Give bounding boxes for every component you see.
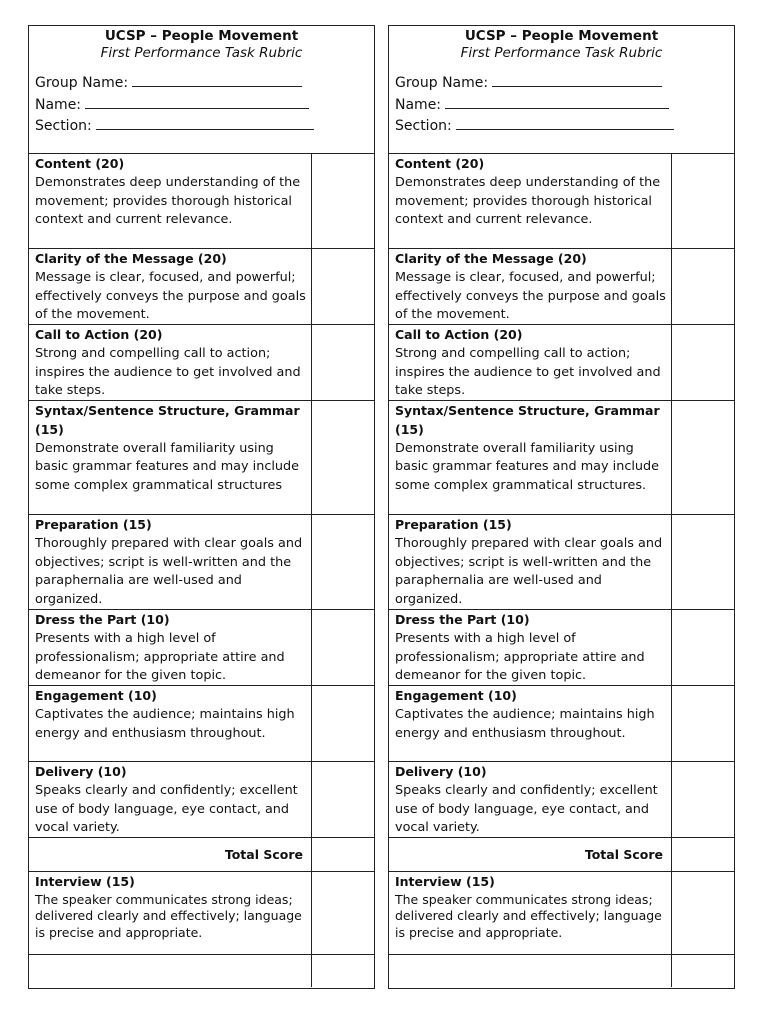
criterion-description: Message is clear, focused, and powerful; effectively conveys the purpose and goals of the movement. bbox=[395, 269, 666, 323]
total-score-row bbox=[389, 838, 734, 872]
name-label: Name: bbox=[35, 96, 82, 113]
criterion-description: Captivates the audience; maintains high energy and enthusiasm throughout. bbox=[395, 706, 655, 741]
criterion-description: Demonstrate overall familiarity using basic grammar features and may include some complex grammatical structures bbox=[35, 440, 300, 494]
rubric-subtitle: First Performance Task Rubric bbox=[460, 45, 663, 61]
criterion-title: Delivery (10) bbox=[395, 764, 487, 779]
section-label: Section: bbox=[35, 118, 92, 134]
criterion-description: Thoroughly prepared with clear goals and objectives; script is well-written and the paraphernalia are well-used and organized. bbox=[395, 535, 663, 608]
section-line[interactable] bbox=[456, 115, 674, 130]
criterion-title: Interview (15) bbox=[395, 874, 495, 889]
criterion-description: Captivates the audience; maintains high energy and enthusiasm throughout. bbox=[35, 706, 295, 741]
criterion-description: Strong and compelling call to action; inspires the audience to get involved and take steps. bbox=[395, 345, 661, 399]
group-name-label: Group Name: bbox=[35, 75, 129, 91]
criterion-title: Engagement (10) bbox=[35, 688, 157, 703]
criterion-row bbox=[29, 762, 374, 838]
criterion-row bbox=[389, 249, 734, 325]
name-field[interactable] bbox=[395, 94, 734, 116]
criterion-description: Demonstrate overall familiarity using basic grammar features and may include some complex grammatical structures. bbox=[395, 440, 660, 494]
rubric-card-right bbox=[388, 25, 735, 989]
interview-row bbox=[389, 872, 734, 955]
criterion-title: Delivery (10) bbox=[35, 764, 127, 779]
criterion-row bbox=[389, 325, 734, 401]
criterion-description: Presents with a high level of professionalism; appropriate attire and demeanor for the given topic. bbox=[35, 630, 285, 684]
total-score-label: Total Score bbox=[29, 838, 312, 871]
name-line[interactable] bbox=[85, 94, 309, 109]
section-line[interactable] bbox=[96, 115, 314, 130]
section-field[interactable] bbox=[35, 115, 374, 137]
criterion-row bbox=[29, 401, 374, 515]
criterion-row bbox=[389, 515, 734, 610]
criterion-row bbox=[389, 154, 734, 249]
rubric-title: UCSP – People Movement bbox=[464, 28, 659, 44]
criterion-row bbox=[29, 610, 374, 686]
criterion-description: Thoroughly prepared with clear goals and objectives; script is well-written and the paraphernalia are well-used and organized. bbox=[35, 535, 303, 608]
rubric-title: UCSP – People Movement bbox=[104, 28, 299, 44]
group-name-field[interactable] bbox=[35, 72, 374, 94]
criterion-description: Strong and compelling call to action; inspires the audience to get involved and take steps. bbox=[35, 345, 301, 399]
criterion-row bbox=[389, 686, 734, 762]
criterion-row bbox=[29, 325, 374, 401]
section-label: Section: bbox=[395, 118, 452, 134]
rubric-header bbox=[29, 26, 374, 154]
blank-score-row bbox=[29, 955, 374, 987]
criterion-description: Message is clear, focused, and powerful; effectively conveys the purpose and goals of the movement. bbox=[35, 269, 306, 323]
name-line[interactable] bbox=[445, 94, 669, 109]
rubric-subtitle: First Performance Task Rubric bbox=[100, 45, 303, 61]
criterion-title: Syntax/Sentence Structure, Grammar (15) bbox=[395, 403, 660, 437]
criterion-title: Interview (15) bbox=[35, 874, 135, 889]
criterion-title: Preparation (15) bbox=[35, 517, 152, 532]
criterion-title: Dress the Part (10) bbox=[395, 612, 530, 627]
criterion-row bbox=[389, 610, 734, 686]
criterion-title: Preparation (15) bbox=[395, 517, 512, 532]
criterion-description: Speaks clearly and confidently; excellent use of body language, eye contact, and vocal variety. bbox=[395, 782, 658, 836]
total-score-label: Total Score bbox=[389, 838, 672, 871]
criterion-description: The speaker communicates strong ideas; delivered clearly and effectively; language is precise and appropriate. bbox=[395, 891, 662, 940]
blank-cell[interactable] bbox=[389, 955, 672, 987]
criterion-title: Call to Action (20) bbox=[35, 327, 163, 342]
criterion-title: Engagement (10) bbox=[395, 688, 517, 703]
criterion-description: Demonstrates deep understanding of the movement; provides thorough historical context and current relevance. bbox=[395, 174, 661, 228]
criterion-title: Syntax/Sentence Structure, Grammar (15) bbox=[35, 403, 300, 437]
rubric-card-left bbox=[28, 25, 375, 989]
group-name-line[interactable] bbox=[492, 72, 662, 87]
name-label: Name: bbox=[395, 96, 442, 113]
criterion-row bbox=[389, 762, 734, 838]
criterion-title: Clarity of the Message (20) bbox=[395, 251, 587, 266]
blank-score-row bbox=[389, 955, 734, 987]
criterion-row bbox=[29, 686, 374, 762]
criterion-row bbox=[29, 154, 374, 249]
criterion-title: Clarity of the Message (20) bbox=[35, 251, 227, 266]
criterion-description: Presents with a high level of professionalism; appropriate attire and demeanor for the given topic. bbox=[395, 630, 645, 684]
group-name-label: Group Name: bbox=[395, 75, 489, 91]
criterion-title: Content (20) bbox=[35, 156, 125, 171]
criterion-description: Demonstrates deep understanding of the movement; provides thorough historical context and current relevance. bbox=[35, 174, 301, 228]
name-field[interactable] bbox=[35, 94, 374, 116]
interview-row bbox=[29, 872, 374, 955]
blank-cell[interactable] bbox=[29, 955, 312, 987]
criterion-title: Call to Action (20) bbox=[395, 327, 523, 342]
criterion-description: Speaks clearly and confidently; excellent use of body language, eye contact, and vocal variety. bbox=[35, 782, 298, 836]
rubric-header bbox=[389, 26, 734, 154]
criterion-description: The speaker communicates strong ideas; delivered clearly and effectively; language is precise and appropriate. bbox=[35, 891, 302, 940]
total-score-row bbox=[29, 838, 374, 872]
criterion-title: Content (20) bbox=[395, 156, 485, 171]
group-name-field[interactable] bbox=[395, 72, 734, 94]
criterion-row bbox=[29, 515, 374, 610]
criterion-row bbox=[29, 249, 374, 325]
section-field[interactable] bbox=[395, 115, 734, 137]
group-name-line[interactable] bbox=[132, 72, 302, 87]
criterion-title: Dress the Part (10) bbox=[35, 612, 170, 627]
criterion-row bbox=[389, 401, 734, 515]
